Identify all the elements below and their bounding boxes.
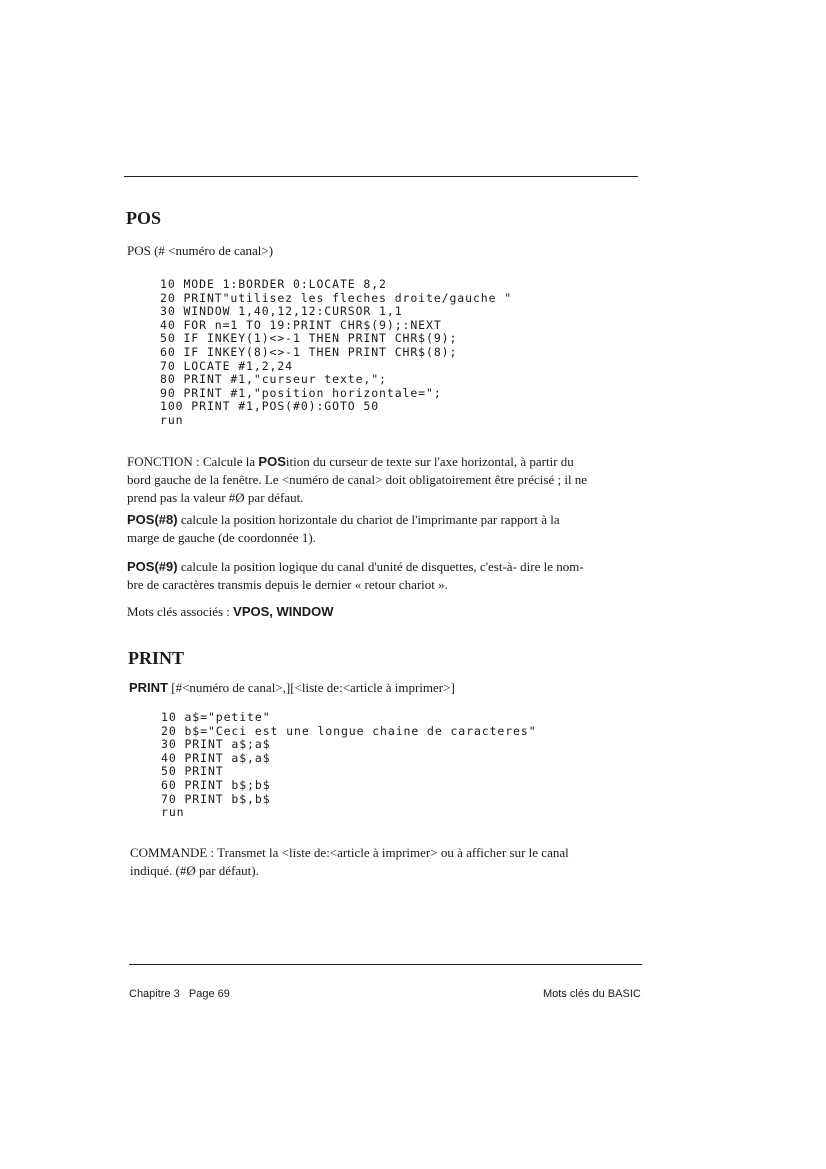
print-syntax	[129, 679, 455, 697]
related-keywords: VPOS, WINDOW	[233, 604, 334, 619]
pos8-paragraph	[127, 511, 642, 547]
bottom-rule	[129, 964, 642, 965]
top-rule	[124, 176, 638, 177]
print-heading: PRINT	[128, 648, 185, 668]
pos-code-line: 20 PRINT"utilisez les fleches droite/gauche "	[160, 290, 513, 305]
pos8-line1: calcule la position horizontale du chariot de l'imprimante par rapport à la	[177, 512, 560, 527]
pos-code-line: 60 IF INKEY(8)<>-1 THEN PRINT CHR$(8);	[160, 344, 458, 359]
pos9-line2: bre de caractères transmis depuis le dernier « retour chariot ».	[127, 577, 448, 592]
print-syntax-rest: [#<numéro de canal>,][<liste de:<article à imprimer>]	[168, 680, 455, 695]
print-commande-paragraph	[130, 844, 645, 880]
pos-heading: POS	[126, 208, 162, 228]
fonction-keyword: POS	[258, 454, 286, 469]
pos8-keyword: POS(#8)	[127, 512, 178, 527]
pos-fonction-paragraph	[127, 453, 642, 507]
print-code-line: 40 PRINT a$,a$	[161, 750, 271, 765]
commande-line2: indiqué. (#Ø par défaut).	[130, 863, 259, 878]
pos9-line1: calcule la position logique du canal d'unité de disquettes, c'est-à- dire le nom-	[177, 559, 584, 574]
fonction-line2: bord gauche de la fenêtre. Le <numéro de canal> doit obligatoirement être précisé ; il ne	[127, 472, 588, 487]
pos9-paragraph	[127, 558, 642, 594]
pos-syntax: POS (# <numéro de canal>)	[127, 243, 274, 258]
print-syntax-keyword: PRINT	[129, 680, 168, 695]
print-code-line: 70 PRINT b$,b$	[161, 791, 271, 806]
footer-title: Mots clés du BASIC	[543, 988, 641, 1000]
pos-code-line: 100 PRINT #1,POS(#0):GOTO 50	[160, 399, 380, 414]
pos-code-line: 80 PRINT #1,"curseur texte,";	[160, 372, 387, 387]
pos-code-line: 50 IF INKEY(1)<>-1 THEN PRINT CHR$(9);	[160, 331, 458, 346]
pos-code-line: run	[160, 412, 184, 427]
pos9-keyword: POS(#9)	[127, 559, 178, 574]
fonction-rest: ition du curseur de texte sur l'axe horizontal, à partir du	[285, 454, 574, 469]
fonction-line3: prend pas la valeur #Ø par défaut.	[127, 490, 304, 505]
pos-code-listing	[160, 278, 512, 428]
print-code-line: 50 PRINT	[161, 764, 224, 779]
print-code-line: 20 b$="Ceci est une longue chaine de caracteres"	[161, 723, 537, 738]
print-code-line: 60 PRINT b$;b$	[161, 777, 271, 792]
pos8-line2: marge de gauche (de coordonnée 1).	[127, 530, 316, 545]
pos-code-line: 10 MODE 1:BORDER 0:LOCATE 8,2	[160, 277, 387, 291]
pos-code-line: 30 WINDOW 1,40,12,12:CURSOR 1,1	[160, 304, 403, 319]
pos-code-line: 90 PRINT #1,"position horizontale=";	[160, 385, 442, 400]
commande-line1: COMMANDE : Transmet la <liste de:<article à imprimer> ou à afficher sur le canal	[130, 845, 569, 860]
pos-code-line: 70 LOCATE #1,2,24	[160, 358, 294, 373]
print-code-line: 30 PRINT a$;a$	[161, 737, 271, 752]
pos-related-keywords	[127, 603, 334, 621]
related-label: Mots clés associés :	[127, 604, 234, 619]
footer-chapter-page: Chapitre 3 Page 69	[129, 988, 230, 1000]
pos-code-line: 40 FOR n=1 TO 19:PRINT CHR$(9);:NEXT	[160, 317, 442, 332]
print-code-line: run	[161, 805, 185, 820]
fonction-prefix: FONCTION : Calcule la	[127, 454, 259, 469]
print-code-line: 10 a$="petite"	[161, 710, 271, 724]
print-code-listing	[161, 711, 537, 820]
